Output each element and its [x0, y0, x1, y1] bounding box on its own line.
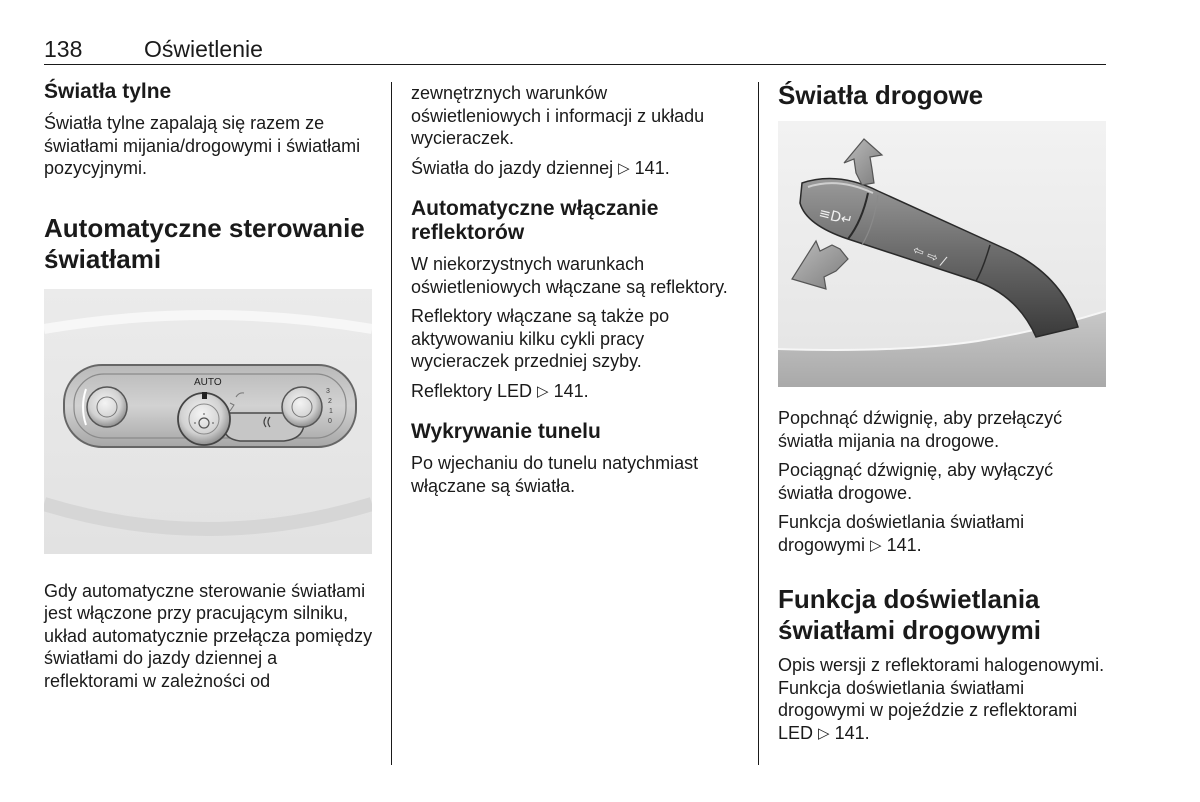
paragraph-led-headlights-ref: Reflektory LED ▷ 141. [411, 380, 741, 404]
column-divider [391, 82, 392, 765]
paragraph-headlight-flash-description: Opis wersji z reflektorami halogenowymi. Funkcja doświetlania światłami drogowymi w pojeździe z reflektorami LED ▷ 141. [778, 654, 1108, 745]
column-middle [411, 82, 741, 504]
page-header [44, 34, 1106, 65]
dimmer-scale-digit: 0 [328, 417, 332, 425]
heading-tail-lights: Światła tylne [44, 80, 172, 103]
paragraph-pull-lever: Pociągnąć dźwignię, aby wyłączyć światła drogowe. [778, 460, 1054, 503]
page-reference-link[interactable]: 141. [834, 722, 870, 743]
page-reference-arrow-icon: ▷ [537, 382, 549, 400]
paragraph-tunnel-detection: Po wjechaniu do tunelu natychmiast włączane są światła. [411, 453, 699, 496]
light-switch-figure [44, 289, 372, 554]
paragraph-daytime-running-lights-ref: Światła do jazdy dziennej ▷ 141. [411, 157, 741, 181]
page-reference-link[interactable]: 141. [886, 534, 922, 555]
page-number: 138 [44, 36, 83, 62]
paragraph-automatic-light-control: Gdy automatyczne sterowanie światłami jest włączone przy pracującym silniku, układ automatycznie przełącza pomiędzy światłami do jazdy dziennej a reflektorami w zależności od [44, 580, 373, 691]
high-beam-stalk-figure [778, 121, 1106, 387]
dimmer-scale-digit: 2 [328, 397, 332, 405]
heading-automatic-headlight-activation: Automatyczne włączanie reflektorów [411, 197, 659, 244]
paragraph-push-lever: Popchnąć dźwignię, aby przełączyć światła mijania na drogowe. [778, 408, 1063, 451]
column-left [44, 80, 374, 699]
paragraph-tail-lights: Światła tylne zapalają się razem ze światłami mijania/drogowymi i światłami pozycyjnymi. [44, 113, 361, 178]
heading-headlight-flash: Funkcja doświetlania światłami drogowymi [778, 584, 1041, 645]
column-divider [758, 82, 759, 765]
heading-tunnel-detection: Wykrywanie tunelu [411, 420, 601, 443]
header-title: Oświetlenie [144, 36, 263, 62]
svg-text:≡D↵: ≡D↵ [817, 205, 855, 230]
paragraph-continuation: zewnętrznych warunków oświetleniowych i informacji z układu wycieraczek. [411, 83, 705, 148]
page-reference-link[interactable]: 141. [553, 380, 589, 401]
dimmer-scale-digit: 3 [326, 387, 330, 395]
page-reference-link[interactable]: 141. [634, 157, 670, 178]
page-reference-arrow-icon: ▷ [618, 159, 630, 177]
paragraph-headlight-flash-ref: Funkcja doświetlania światłami drogowymi ▷ 141. [778, 511, 1108, 557]
column-right [778, 80, 1108, 752]
paragraph-poor-light-conditions: W niekorzystnych warunkach oświetleniowych włączane są reflektory. [411, 254, 728, 297]
auto-label: AUTO [194, 376, 222, 388]
paragraph-wiper-activation: Reflektory włączane są także po aktywowaniu kilku cykli pracy wycieraczek przedniej szyby. [411, 306, 670, 371]
dimmer-scale-digit: 1 [329, 407, 333, 415]
heading-automatic-light-control: Automatyczne sterowanie światłami [44, 212, 365, 274]
page-reference-arrow-icon: ▷ [818, 724, 830, 742]
svg-text:⇦ ⇨ /: ⇦ ⇨ / [910, 242, 949, 270]
heading-high-beam: Światła drogowe [778, 80, 984, 110]
page-reference-arrow-icon: ▷ [870, 536, 882, 554]
